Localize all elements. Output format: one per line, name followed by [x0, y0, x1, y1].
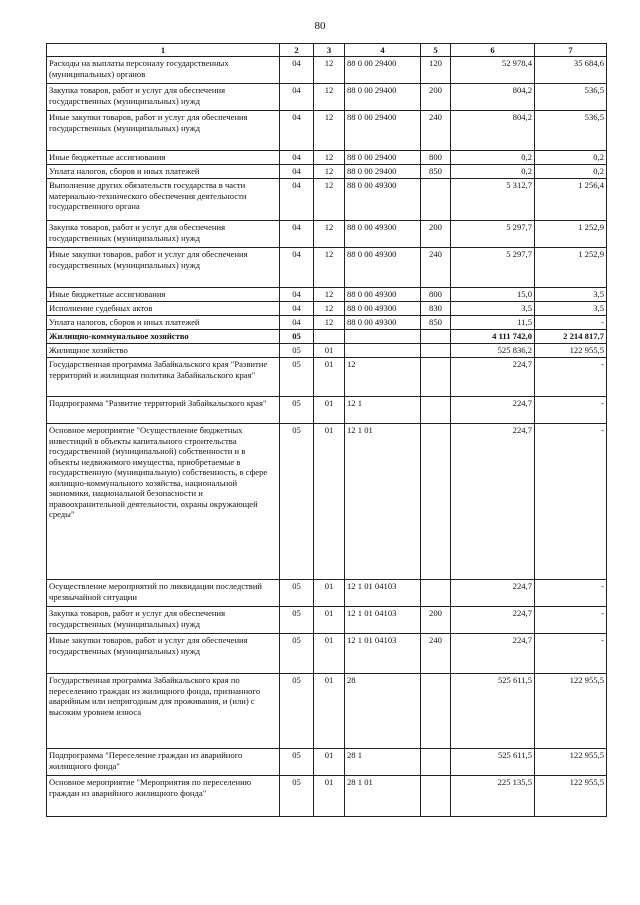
expense-type-code: [421, 749, 451, 776]
target-article-code: 12 1 01 04103: [345, 607, 421, 634]
amount-year-2: 1 252,9: [535, 248, 607, 288]
target-article-code: 88 0 00 29400: [345, 165, 421, 179]
section-code: 04: [280, 248, 314, 288]
table-row: [47, 151, 607, 165]
row-name: Исполнение судебных актов: [47, 302, 280, 316]
target-article-code: 88 0 00 29400: [345, 84, 421, 111]
page-number: 80: [314, 20, 326, 32]
table-row: [47, 248, 607, 288]
subsection-code: 12: [314, 151, 345, 165]
expense-type-code: 850: [421, 316, 451, 330]
subsection-code: 12: [314, 111, 345, 151]
section-code: 05: [280, 580, 314, 607]
amount-year-1: 0,2: [451, 151, 535, 165]
amount-year-1: 52 978,4: [451, 57, 535, 84]
column-header: 2: [280, 44, 314, 57]
amount-year-1: 224,7: [451, 358, 535, 397]
amount-year-2: 122 955,5: [535, 749, 607, 776]
row-name: Выполнение других обязательств государства в части материально-технического обеспечения деятельности государственного органа: [47, 179, 280, 221]
table-row: [47, 330, 607, 344]
section-code: 04: [280, 316, 314, 330]
amount-year-2: 3,5: [535, 288, 607, 302]
table-row: [47, 358, 607, 397]
section-code: 04: [280, 57, 314, 84]
amount-year-1: 224,7: [451, 424, 535, 580]
amount-year-1: 224,7: [451, 580, 535, 607]
amount-year-2: -: [535, 316, 607, 330]
subsection-code: [314, 330, 345, 344]
row-name: Закупка товаров, работ и услуг для обеспечения государственных (муниципальных) нужд: [47, 84, 280, 111]
row-name: Подпрограмма "Развитие территорий Забайкальского края": [47, 397, 280, 424]
column-header: 5: [421, 44, 451, 57]
target-article-code: 28 1: [345, 749, 421, 776]
amount-year-2: -: [535, 634, 607, 674]
amount-year-1: 4 111 742,0: [451, 330, 535, 344]
table-row: [47, 57, 607, 84]
subsection-code: 01: [314, 776, 345, 817]
amount-year-1: 525 836,2: [451, 344, 535, 358]
expense-type-code: 800: [421, 288, 451, 302]
target-article-code: 28: [345, 674, 421, 749]
target-article-code: 88 0 00 49300: [345, 248, 421, 288]
table-row: [47, 424, 607, 580]
table-row: [47, 221, 607, 248]
expense-type-code: [421, 344, 451, 358]
row-name: Государственная программа Забайкальского края по переселению граждан из жилищного фонда, признанного аварийным или непригодным для проживания, и (или) с высоким уровнем износа: [47, 674, 280, 749]
expense-type-code: [421, 397, 451, 424]
target-article-code: 12: [345, 358, 421, 397]
expense-type-code: [421, 358, 451, 397]
expense-type-code: 120: [421, 57, 451, 84]
row-name: Основное мероприятие "Мероприятия по переселению граждан из аварийного жилищного фонда": [47, 776, 280, 817]
section-code: 05: [280, 776, 314, 817]
section-code: 05: [280, 674, 314, 749]
section-code: 04: [280, 111, 314, 151]
subsection-code: 01: [314, 634, 345, 674]
row-name: Иные закупки товаров, работ и услуг для обеспечения государственных (муниципальных) нужд: [47, 248, 280, 288]
section-code: 04: [280, 165, 314, 179]
expense-type-code: [421, 424, 451, 580]
table-row: [47, 397, 607, 424]
subsection-code: 12: [314, 84, 345, 111]
amount-year-1: 0,2: [451, 165, 535, 179]
section-code: 05: [280, 424, 314, 580]
expense-type-code: 850: [421, 165, 451, 179]
target-article-code: [345, 344, 421, 358]
amount-year-2: 536,5: [535, 84, 607, 111]
subsection-code: 01: [314, 607, 345, 634]
header-row: [47, 44, 607, 57]
subsection-code: 12: [314, 221, 345, 248]
amount-year-1: 5 297,7: [451, 248, 535, 288]
section-code: 04: [280, 179, 314, 221]
row-name: Основное мероприятие "Осуществление бюджетных инвестиций в объекты капитального строительства государственной (муниципальной) собственности и в объекты недвижимого имущества, приобретаемые в государственную (муниципальную) собственность, в сфере жилищно-коммунального хозяйства, национальной экономики, национальной безопасности и правоохранительной деятельности, охраны окружающей среды": [47, 424, 280, 580]
subsection-code: 01: [314, 580, 345, 607]
amount-year-2: 1 256,4: [535, 179, 607, 221]
row-name: Подпрограмма "Переселение граждан из аварийного жилищного фонда": [47, 749, 280, 776]
amount-year-2: 2 214 817,7: [535, 330, 607, 344]
expense-type-code: 240: [421, 111, 451, 151]
row-name: Жилищное хозяйство: [47, 344, 280, 358]
section-code: 05: [280, 330, 314, 344]
amount-year-2: 0,2: [535, 165, 607, 179]
subsection-code: 12: [314, 248, 345, 288]
amount-year-1: 225 135,5: [451, 776, 535, 817]
subsection-code: 12: [314, 165, 345, 179]
section-code: 04: [280, 84, 314, 111]
expense-type-code: 200: [421, 607, 451, 634]
budget-table: [46, 43, 607, 817]
target-article-code: 88 0 00 49300: [345, 316, 421, 330]
subsection-code: 12: [314, 57, 345, 84]
table-row: [47, 84, 607, 111]
target-article-code: 88 0 00 29400: [345, 111, 421, 151]
subsection-code: 12: [314, 316, 345, 330]
amount-year-1: 11,5: [451, 316, 535, 330]
target-article-code: 88 0 00 49300: [345, 221, 421, 248]
section-code: 05: [280, 344, 314, 358]
section-code: 04: [280, 151, 314, 165]
expense-type-code: 830: [421, 302, 451, 316]
target-article-code: 12 1: [345, 397, 421, 424]
target-article-code: 28 1 01: [345, 776, 421, 817]
table-row: [47, 179, 607, 221]
table-row: [47, 634, 607, 674]
row-name: Иные закупки товаров, работ и услуг для обеспечения государственных (муниципальных) нужд: [47, 634, 280, 674]
target-article-code: 88 0 00 29400: [345, 151, 421, 165]
subsection-code: 01: [314, 424, 345, 580]
table-row: [47, 288, 607, 302]
amount-year-2: 0,2: [535, 151, 607, 165]
table-row: [47, 607, 607, 634]
table-row: [47, 776, 607, 817]
expense-type-code: [421, 674, 451, 749]
expense-type-code: [421, 776, 451, 817]
amount-year-2: -: [535, 358, 607, 397]
amount-year-2: -: [535, 607, 607, 634]
amount-year-1: 224,7: [451, 397, 535, 424]
table-row: [47, 165, 607, 179]
subsection-code: 12: [314, 302, 345, 316]
column-header: 3: [314, 44, 345, 57]
expense-type-code: [421, 580, 451, 607]
amount-year-2: -: [535, 424, 607, 580]
expense-type-code: 240: [421, 248, 451, 288]
subsection-code: 12: [314, 179, 345, 221]
amount-year-2: -: [535, 580, 607, 607]
section-code: 05: [280, 397, 314, 424]
target-article-code: 88 0 00 49300: [345, 288, 421, 302]
expense-type-code: 200: [421, 221, 451, 248]
table-row: [47, 344, 607, 358]
row-name: Уплата налогов, сборов и иных платежей: [47, 316, 280, 330]
amount-year-1: 5 297,7: [451, 221, 535, 248]
column-header: 6: [451, 44, 535, 57]
row-name: Государственная программа Забайкальского края "Развитие территорий и жилищная политика Забайкальского края": [47, 358, 280, 397]
amount-year-1: 525 611,5: [451, 749, 535, 776]
amount-year-1: 224,7: [451, 607, 535, 634]
target-article-code: 12 1 01 04103: [345, 634, 421, 674]
table-row: [47, 580, 607, 607]
amount-year-1: 804,2: [451, 84, 535, 111]
section-code: 04: [280, 302, 314, 316]
target-article-code: 88 0 00 49300: [345, 179, 421, 221]
table-row: [47, 316, 607, 330]
table-row: [47, 674, 607, 749]
amount-year-2: 1 252,9: [535, 221, 607, 248]
row-name: Расходы на выплаты персоналу государственных (муниципальных) органов: [47, 57, 280, 84]
amount-year-1: 15,0: [451, 288, 535, 302]
expense-type-code: [421, 330, 451, 344]
amount-year-2: 35 684,6: [535, 57, 607, 84]
target-article-code: 88 0 00 29400: [345, 57, 421, 84]
subsection-code: 01: [314, 749, 345, 776]
section-code: 05: [280, 634, 314, 674]
amount-year-1: 525 611,5: [451, 674, 535, 749]
section-code: 05: [280, 358, 314, 397]
amount-year-1: 5 312,7: [451, 179, 535, 221]
target-article-code: 12 1 01: [345, 424, 421, 580]
subsection-code: 01: [314, 674, 345, 749]
amount-year-1: 804,2: [451, 111, 535, 151]
amount-year-2: 536,5: [535, 111, 607, 151]
expense-type-code: 200: [421, 84, 451, 111]
expense-type-code: 240: [421, 634, 451, 674]
row-name: Закупка товаров, работ и услуг для обеспечения государственных (муниципальных) нужд: [47, 221, 280, 248]
table-row: [47, 749, 607, 776]
column-header: 7: [535, 44, 607, 57]
subsection-code: 01: [314, 344, 345, 358]
column-header: 4: [345, 44, 421, 57]
expense-type-code: [421, 179, 451, 221]
amount-year-1: 3,5: [451, 302, 535, 316]
target-article-code: 88 0 00 49300: [345, 302, 421, 316]
section-code: 04: [280, 221, 314, 248]
amount-year-2: 3,5: [535, 302, 607, 316]
row-name: Уплата налогов, сборов и иных платежей: [47, 165, 280, 179]
subsection-code: 01: [314, 397, 345, 424]
row-name: Осуществление мероприятий по ликвидации последствий чрезвычайной ситуации: [47, 580, 280, 607]
target-article-code: 12 1 01 04103: [345, 580, 421, 607]
amount-year-2: 122 955,5: [535, 344, 607, 358]
target-article-code: [345, 330, 421, 344]
subsection-code: 12: [314, 288, 345, 302]
table-row: [47, 302, 607, 316]
row-name: Иные бюджетные ассигнования: [47, 151, 280, 165]
row-name: Иные закупки товаров, работ и услуг для обеспечения государственных (муниципальных) нужд: [47, 111, 280, 151]
amount-year-2: -: [535, 397, 607, 424]
table-body: [47, 57, 607, 817]
row-name: Закупка товаров, работ и услуг для обеспечения государственных (муниципальных) нужд: [47, 607, 280, 634]
column-header: 1: [47, 44, 280, 57]
subsection-code: 01: [314, 358, 345, 397]
section-code: 05: [280, 749, 314, 776]
amount-year-1: 224,7: [451, 634, 535, 674]
amount-year-2: 122 955,5: [535, 776, 607, 817]
amount-year-2: 122 955,5: [535, 674, 607, 749]
section-code: 04: [280, 288, 314, 302]
section-code: 05: [280, 607, 314, 634]
row-name: Иные бюджетные ассигнования: [47, 288, 280, 302]
row-name: Жилищно-коммунальное хозяйство: [47, 330, 280, 344]
table-row: [47, 111, 607, 151]
expense-type-code: 800: [421, 151, 451, 165]
